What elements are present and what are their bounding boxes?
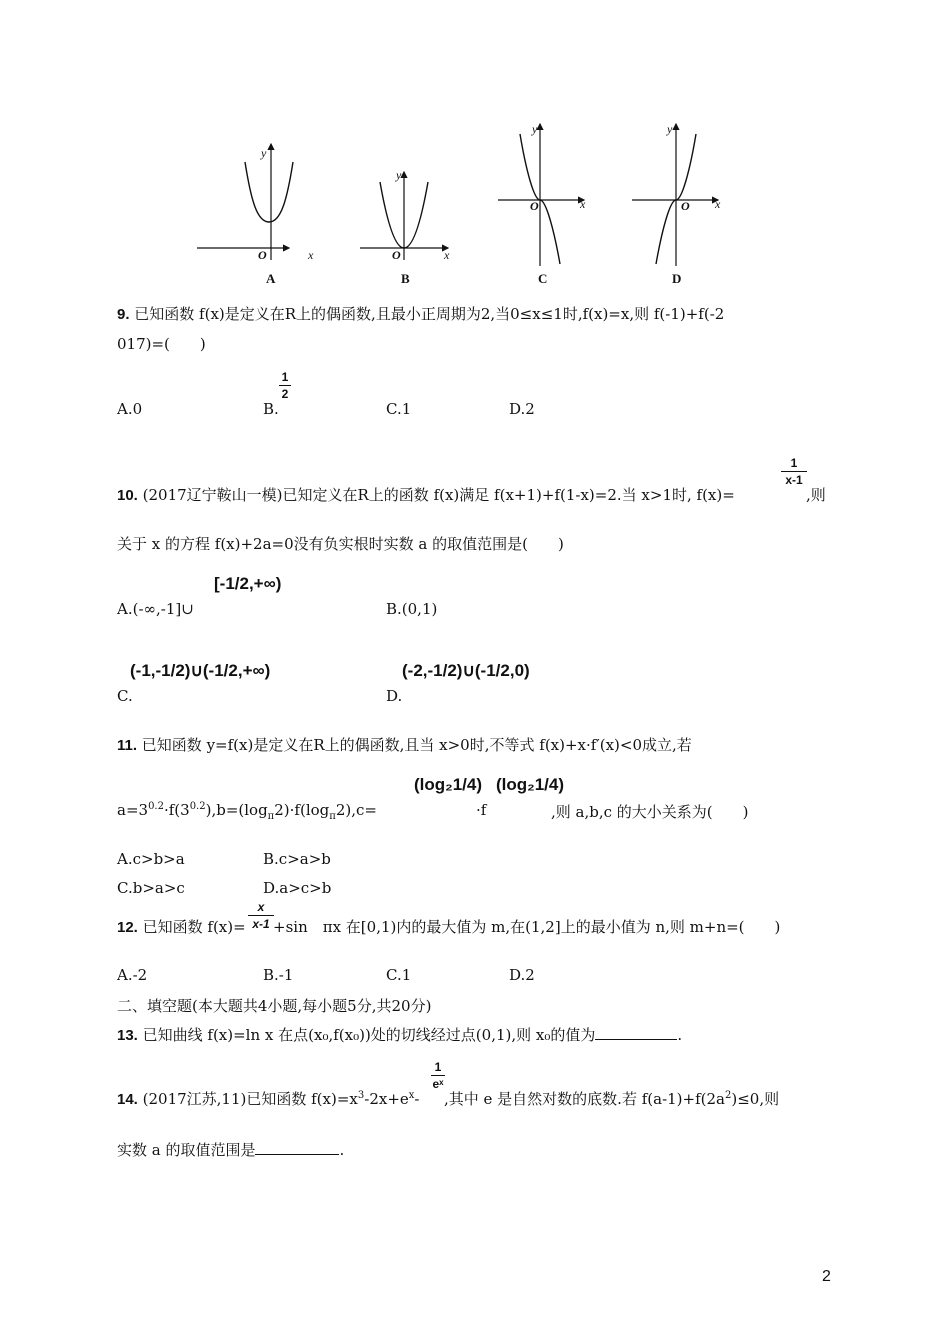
- graph-b: [360, 168, 455, 263]
- q10-option-a: A.(-∞,-1]∪: [117, 600, 194, 618]
- q10-stem-line1-end: ,则: [806, 486, 826, 504]
- q10-stem-line1: (2017辽宁鞍山一模)已知定义在R上的函数 f(x)满足 f(x+1)+f(1-x)=2.当 x>1时, f(x)=: [137, 486, 735, 504]
- q10-stem-line2: 关于 x 的方程 f(x)+2a=0没有负实根时实数 a 的取值范围是( ): [117, 535, 564, 553]
- q11-option-a: A.c>b>a: [117, 850, 185, 868]
- q9-line1: [117, 303, 724, 324]
- graph-a-origin-label: O: [258, 248, 267, 262]
- graph-c-y-label: y: [532, 122, 538, 136]
- q11-exp2: 0.2: [189, 801, 206, 812]
- q14-stem-part4: ,其中 e 是自然对数的底数.若 f(a-1)+f(2a: [444, 1090, 725, 1108]
- q12-option-d: D.2: [509, 966, 535, 984]
- q11-option-b: B.c>a>b: [263, 850, 331, 868]
- q9-option-a: A.0: [117, 400, 143, 418]
- q12-fraction: [248, 900, 274, 931]
- q12-line1: [117, 916, 246, 937]
- graph-a-y-label: y: [261, 146, 267, 160]
- graph-b-y-label: y: [396, 168, 402, 182]
- q9-option-b-fraction: [279, 370, 291, 401]
- q12-fraction-denominator: x-1: [252, 917, 270, 931]
- page-number: 2: [822, 1268, 831, 1285]
- q10-option-d: D.: [386, 687, 403, 705]
- graph-c: [498, 120, 593, 270]
- q12-fraction-numerator: x: [257, 900, 265, 914]
- q14-fraction-denominator: eˣ: [432, 1077, 444, 1091]
- q12-option-c: C.1: [386, 966, 412, 984]
- q10-option-d-interval: (-2,-1/2)∪(-1/2,0): [402, 661, 530, 680]
- q9-option-b: B.: [263, 400, 279, 418]
- q14-stem-part5: )≤0,则: [731, 1090, 780, 1108]
- q14-fraction: [431, 1060, 445, 1091]
- q12-stem-part2: +sin πx 在[0,1)内的最大值为 m,在(1,2]上的最小值为 n,则 m+n=( ): [273, 918, 781, 936]
- q14-stem-part1: (2017江苏,11)已知函数 f(x)=x: [137, 1090, 358, 1108]
- graph-d-x-label: x: [715, 197, 721, 211]
- q13-line: [117, 1024, 682, 1045]
- q14-number: 14.: [117, 1091, 138, 1108]
- graph-b-caption: B: [401, 271, 410, 286]
- q9-option-c: C.1: [386, 400, 412, 418]
- graph-c-caption: C: [538, 271, 548, 286]
- q9-option-b-numerator: 1: [281, 370, 289, 384]
- q13-answer-blank[interactable]: [595, 1025, 677, 1040]
- q13-stem: 已知曲线 f(x)=ln x 在点(x₀,f(x₀))处的切线经过点(0,1),则 x₀的值为: [137, 1026, 596, 1044]
- q9-stem-line2: 017)=( ): [117, 335, 206, 353]
- q10-line1: [117, 484, 735, 505]
- q12-number: 12.: [117, 919, 138, 936]
- q10-fraction-numerator: 1: [790, 456, 798, 470]
- q14-stem-part2: -2x+e: [364, 1090, 409, 1108]
- graph-d-y-label: y: [667, 122, 673, 136]
- q11-exp1: 0.2: [148, 801, 164, 812]
- q14-line1-rest: [444, 1088, 779, 1109]
- q11-stem-line1: 已知函数 y=f(x)是定义在R上的偶函数,且当 x>0时,不等式 f(x)+x·f′(x)<0成立,若: [137, 736, 692, 754]
- graph-a-x-label: x: [308, 248, 314, 262]
- graph-a-caption: A: [266, 271, 276, 286]
- graph-b-origin-label: O: [392, 248, 401, 262]
- q11-a-def-2: ·f(3: [163, 801, 190, 819]
- q11-c-dot-f: ·f: [476, 801, 487, 819]
- q13-number: 13.: [117, 1027, 138, 1044]
- graph-d-origin-label: O: [681, 199, 690, 213]
- q14-supx: x: [408, 1090, 415, 1101]
- q11-c-log-expression-2: (log₂1/4): [496, 775, 564, 794]
- q14-sup3: 3: [357, 1090, 365, 1101]
- q10-number: 10.: [117, 487, 138, 504]
- q12-option-b: B.-1: [263, 966, 294, 984]
- q11-b-def: ),b=(log: [205, 801, 268, 819]
- graph-c-origin-label: O: [530, 199, 539, 213]
- q11-b-def-2: 2)·f(log: [274, 801, 330, 819]
- q11-option-c: C.b>a>c: [117, 879, 185, 897]
- graph-a: [195, 140, 295, 265]
- q10-fraction-denominator: x-1: [785, 473, 803, 487]
- q10-option-c: C.: [117, 687, 133, 705]
- q11-number: 11.: [117, 737, 138, 754]
- q9-option-b-denominator: 2: [281, 387, 289, 401]
- q14-end: .: [339, 1141, 345, 1159]
- q9-option-d: D.2: [509, 400, 535, 418]
- q14-fraction-numerator: 1: [434, 1060, 442, 1074]
- q14-stem-line2: 实数 a 的取值范围是: [117, 1141, 256, 1159]
- q10-option-a-interval: [-1/2,+∞): [214, 574, 282, 593]
- q11-option-d: D.a>c>b: [263, 879, 332, 897]
- q11-sub1: π: [267, 811, 275, 822]
- section-2-heading: 二、填空题(本大题共4小题,每小题5分,共20分): [117, 997, 432, 1015]
- q11-line1: [117, 734, 692, 755]
- q11-sub2: π: [329, 811, 336, 822]
- q11-stem-line2-end: ,则 a,b,c 的大小关系为( ): [551, 803, 749, 821]
- q11-c-def: 2),c=: [335, 801, 377, 819]
- q14-line2: [117, 1139, 344, 1160]
- q12-option-a: A.-2: [117, 966, 148, 984]
- q14-answer-blank[interactable]: [255, 1140, 339, 1155]
- q14-line1: [117, 1088, 420, 1109]
- q10-option-b: B.(0,1): [386, 600, 438, 618]
- q13-end: .: [677, 1026, 683, 1044]
- q12-stem-part1: 已知函数 f(x)=: [137, 918, 246, 936]
- q14-sup2: 2: [725, 1090, 732, 1101]
- graph-b-x-label: x: [444, 248, 450, 262]
- graph-c-x-label: x: [580, 197, 586, 211]
- q14-stem-part3: -: [414, 1090, 420, 1108]
- graph-d: [632, 120, 727, 270]
- graph-d-caption: D: [672, 271, 682, 286]
- q11-stem-line2: [117, 801, 377, 822]
- q9-number: 9.: [117, 306, 130, 323]
- q10-option-c-interval: (-1,-1/2)∪(-1/2,+∞): [130, 661, 271, 680]
- q10-fraction: [781, 456, 807, 487]
- q11-a-def: a=3: [117, 801, 149, 819]
- q9-stem-line1: 已知函数 f(x)是定义在R上的偶函数,且最小正周期为2,当0≤x≤1时,f(x)=x,则 f(-1)+f(-2: [129, 305, 725, 323]
- q11-c-log-expression-1: (log₂1/4): [414, 775, 482, 794]
